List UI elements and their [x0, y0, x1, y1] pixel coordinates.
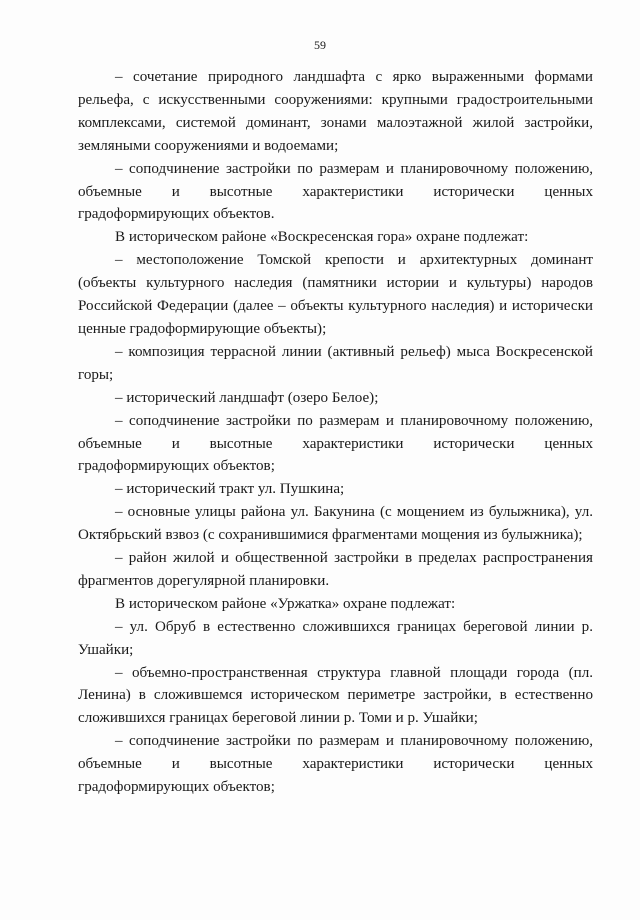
paragraph-main-square: – объемно-пространственная структура главной площади города (пл. Ленина) в сложившемся историческом периметре застройки, в естественно сложившихся границах береговой линии р. Томи и р. Ушайки;	[78, 664, 593, 727]
paragraph-building-subordination-1: – соподчинение застройки по размерам и планировочному положению, объемные и высотные характеристики исторически ценных градоформирующих объектов.	[78, 160, 593, 223]
paragraph-main-streets: – основные улицы района ул. Бакунина (с мощением из булыжника), ул. Октябрьский взвоз (с сохранившимися фрагментами мощения из булыжника);	[78, 504, 593, 544]
paragraph-obrub-street: – ул. Обруб в естественно сложившихся границах береговой линии р. Ушайки;	[78, 618, 593, 658]
paragraph-building-subordination-3: – соподчинение застройки по размерам и планировочному положению, объемные и высотные характеристики исторически ценных градоформирующих объектов;	[78, 733, 593, 796]
paragraph-historic-landscape: – исторический ландшафт (озеро Белое);	[115, 389, 379, 406]
paragraph-pushkin-tract: – исторический тракт ул. Пушкина;	[115, 481, 345, 498]
paragraph-fortress-location: – местоположение Томской крепости и архитектурных доминант (объекты культурного наследия (памятники истории и культуры) народов Российской Федерации (далее – объекты культурного наследия) и исторически ценные градоформирующие объекты);	[78, 252, 593, 337]
page-number: 59	[314, 38, 326, 52]
paragraph-terrace-line: – композиция террасной линии (активный рельеф) мыса Воскресенской горы;	[78, 343, 593, 383]
body-text	[78, 66, 593, 799]
paragraph-landscape-combination: – сочетание природного ландшафта с ярко выраженными формами рельефа, с искусственными сооружениями: крупными градостроительными комплексами, системой доминант, зонами малоэтажной жилой застройки, земляными сооружениями и водоемами;	[78, 69, 593, 154]
paragraph-voskresenskaya-heading: В историческом районе «Воскресенская гора» охране подлежат:	[115, 229, 529, 246]
paragraph-residential-area: – район жилой и общественной застройки в пределах распространения фрагментов дорегулярной планировки.	[78, 550, 593, 589]
paragraph-building-subordination-2: – соподчинение застройки по размерам и планировочному положению, объемные и высотные характеристики исторически ценных градоформирующих объектов;	[78, 412, 593, 475]
paragraph-urzhatka-heading: В историческом районе «Уржатка» охране подлежат:	[115, 595, 456, 612]
